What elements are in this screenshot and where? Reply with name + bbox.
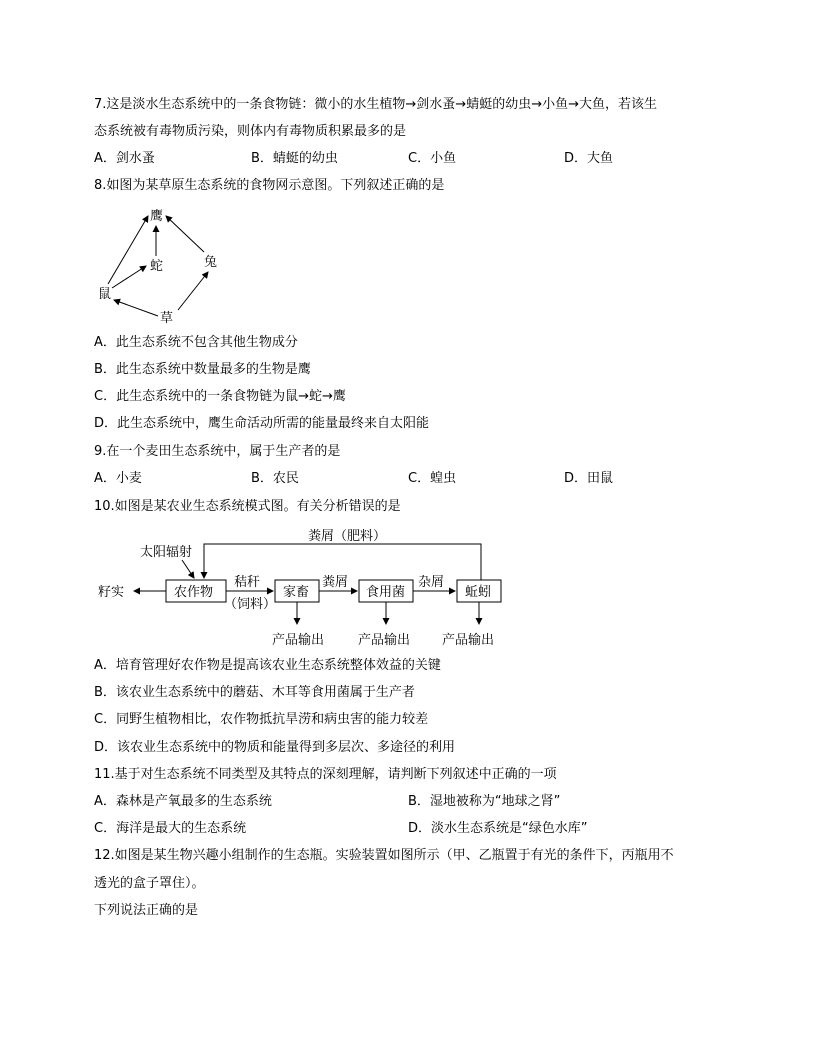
arrow-mouse-eagle (108, 216, 148, 284)
q7-option-b[interactable]: B．蜻蜓的幼虫 (251, 151, 338, 166)
arrow-grass-mouse (114, 300, 158, 316)
label-seeds: 籽实 (98, 585, 125, 600)
label-sunlight: 太阳辐射 (140, 545, 193, 560)
q9-options (94, 470, 734, 488)
node-eagle: 鹰 (150, 209, 164, 224)
q12-stem-line3: 下列说法正确的是 (94, 903, 199, 918)
q11-stem: 11.基于对生态系统不同类型及其特点的深刻理解，请判断下列叙述中正确的一项 (94, 767, 557, 782)
q7-options (94, 150, 734, 168)
q10-option-d[interactable]: D．该农业生态系统中的物质和能量得到多层次、多途径的利用 (94, 740, 456, 755)
q8-option-a[interactable]: A．此生态系统不包含其他生物成分 (94, 335, 298, 350)
q7-option-d[interactable]: D．大鱼 (564, 151, 614, 166)
q10-option-c[interactable]: C．同野生植物相比，农作物抵抗旱涝和病虫害的能力较差 (94, 712, 429, 727)
q9-option-b[interactable]: B．农民 (251, 471, 299, 486)
q11-option-c[interactable]: C．海洋是最大的生态系统 (94, 821, 247, 836)
node-rabbit: 兔 (204, 255, 218, 270)
q11-option-d[interactable]: D．淡水生态系统是“绿色水库” (408, 821, 588, 836)
q10-agriculture-diagram (96, 522, 516, 652)
label-earthworm: 蚯蚓 (465, 585, 492, 600)
q9-stem: 9.在一个麦田生态系统中，属于生产者的是 (94, 444, 341, 459)
label-output-fungi: 产品输出 (358, 633, 411, 648)
label-livestock: 家畜 (283, 585, 310, 600)
arrow-grass-rabbit (178, 272, 208, 310)
label-manure: 粪屑 (322, 575, 349, 590)
q8-option-c[interactable]: C．此生态系统中的一条食物链为鼠→蛇→鹰 (94, 389, 346, 404)
q11-options-row1 (94, 793, 734, 811)
q10-option-b[interactable]: B．该农业生态系统中的蘑菇、木耳等食用菌属于生产者 (94, 685, 415, 700)
q9-option-d[interactable]: D．田鼠 (564, 471, 614, 486)
label-feed: （饲料） (224, 597, 277, 612)
q9-option-c[interactable]: C．蝗虫 (408, 471, 457, 486)
label-output-earthworm: 产品输出 (442, 633, 495, 648)
label-output-livestock: 产品输出 (272, 633, 325, 648)
q12-stem-line2: 透光的盒子罩住）。 (94, 876, 205, 891)
label-fungi: 食用菌 (366, 585, 406, 600)
node-mouse: 鼠 (98, 287, 112, 302)
label-manure-fertilizer: 粪屑（肥料） (308, 529, 387, 544)
q8-option-b[interactable]: B．此生态系统中数量最多的生物是鹰 (94, 362, 311, 377)
label-scraps: 杂屑 (418, 575, 445, 590)
q8-food-web-diagram (94, 204, 224, 326)
node-grass: 草 (160, 311, 174, 326)
q7-stem-line2: 态系统被有毒物质污染，则体内有毒物质积累最多的是 (94, 124, 407, 139)
q10-stem: 10.如图是某农业生态系统模式图。有关分析错误的是 (94, 499, 401, 514)
q12-stem-line1: 12.如图是某生物兴趣小组制作的生态瓶。实验装置如图所示（甲、乙瓶置于有光的条件下，丙瓶用不 (94, 848, 674, 863)
q7-option-a[interactable]: A．剑水蚤 (94, 151, 155, 166)
label-straw: 秸秆 (234, 575, 261, 590)
q7-option-c[interactable]: C．小鱼 (408, 151, 457, 166)
label-crops: 农作物 (174, 585, 214, 600)
node-snake: 蛇 (150, 259, 164, 274)
q9-option-a[interactable]: A．小麦 (94, 471, 142, 486)
q8-stem: 8.如图为某草原生态系统的食物网示意图。下列叙述正确的是 (94, 178, 445, 193)
q11-options-row2 (94, 820, 734, 838)
q11-option-b[interactable]: B．湿地被称为“地球之肾” (408, 794, 561, 809)
q7-stem-line1: 7.这是淡水生态系统中的一条食物链：微小的水生植物→剑水蚤→蜻蜓的幼虫→小鱼→大鱼，若该生 (94, 97, 657, 112)
q10-option-a[interactable]: A．培育管理好农作物是提高该农业生态系统整体效益的关键 (94, 658, 441, 673)
q11-option-a[interactable]: A．森林是产氧最多的生态系统 (94, 794, 272, 809)
q8-option-d[interactable]: D．此生态系统中，鹰生命活动所需的能量最终来自太阳能 (94, 416, 430, 431)
arrow-sunlight (182, 560, 194, 578)
arrow-rabbit-eagle (166, 216, 204, 252)
